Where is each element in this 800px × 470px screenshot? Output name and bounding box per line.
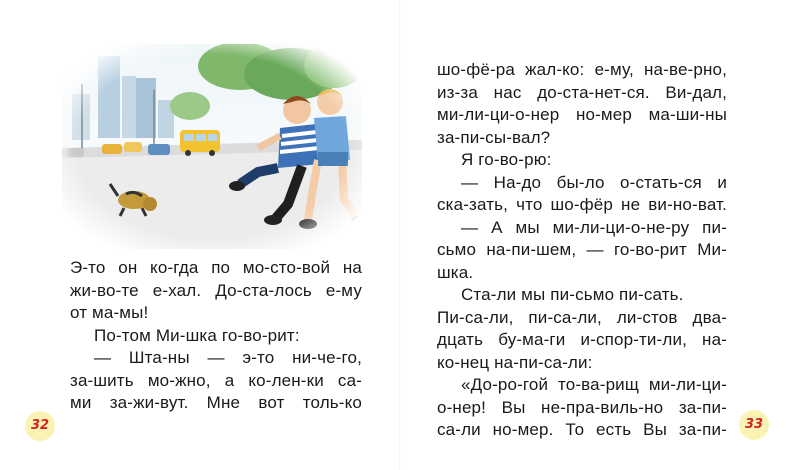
illustration-svg	[62, 44, 362, 249]
text-line: ми-ли-ци-о-нер но-мер ма-ши-ны	[437, 105, 727, 124]
right-page-text	[437, 59, 727, 442]
text-line: из-за нас до-ста-нет-ся. Ви-дал,	[437, 82, 727, 102]
text-line: — Шта-ны — э-то ни-че-го,	[94, 348, 362, 367]
text-line: По-том Ми-шка го-во-рит:	[94, 325, 300, 345]
text-line: за-пи-сы-вал?	[437, 127, 551, 147]
text-line: «До-ро-гой то-ва-рищ ми-ли-ци-	[461, 375, 727, 394]
text-line: — А мы ми-ли-ци-о-не-ру пи-	[461, 217, 727, 237]
text-line: Я го-во-рю:	[461, 150, 552, 169]
page-number-right: 33	[739, 410, 769, 440]
text-line: от ма-мы!	[70, 303, 149, 322]
text-line: ми за-жи-вут. Мне вот толь-ко	[70, 393, 362, 412]
street-illustration	[62, 44, 362, 249]
text-line: ко-нец на-пи-са-ли:	[437, 352, 593, 372]
text-line: Пи-са-ли, пи-са-ли, ли-стов два-	[437, 307, 727, 327]
text-line: сьмо на-пи-шем, — го-во-рит Ми-	[437, 240, 727, 259]
text-line: са-ли но-мер. То есть Вы за-пи-	[437, 420, 727, 439]
text-line: о-нер! Вы не-пра-виль-но за-пи-	[437, 397, 727, 417]
text-line: жи-во-те е-хал. До-ста-лось е-му	[70, 280, 362, 300]
text-line: Э-то он ко-гда по мо-сто-вой на	[70, 258, 362, 277]
text-line: Ста-ли мы пи-сьмо пи-сать.	[461, 285, 684, 304]
text-line: шо-фё-ра жал-ко: е-му, на-ве-рно,	[437, 60, 727, 79]
text-line: дцать бу-ма-ги и-спор-ти-ли, на-	[437, 330, 727, 349]
left-page-text	[70, 257, 362, 415]
text-line: шка.	[437, 262, 474, 282]
text-line: — На-до бы-ло о-стать-ся и	[461, 172, 727, 192]
text-line: за-шить мо-жно, а ко-лен-ки са-	[70, 370, 362, 390]
page-number-left: 32	[25, 411, 55, 441]
page-gutter	[399, 0, 401, 470]
text-line: ска-зать, что шо-фёр не ви-но-ват.	[437, 195, 727, 214]
